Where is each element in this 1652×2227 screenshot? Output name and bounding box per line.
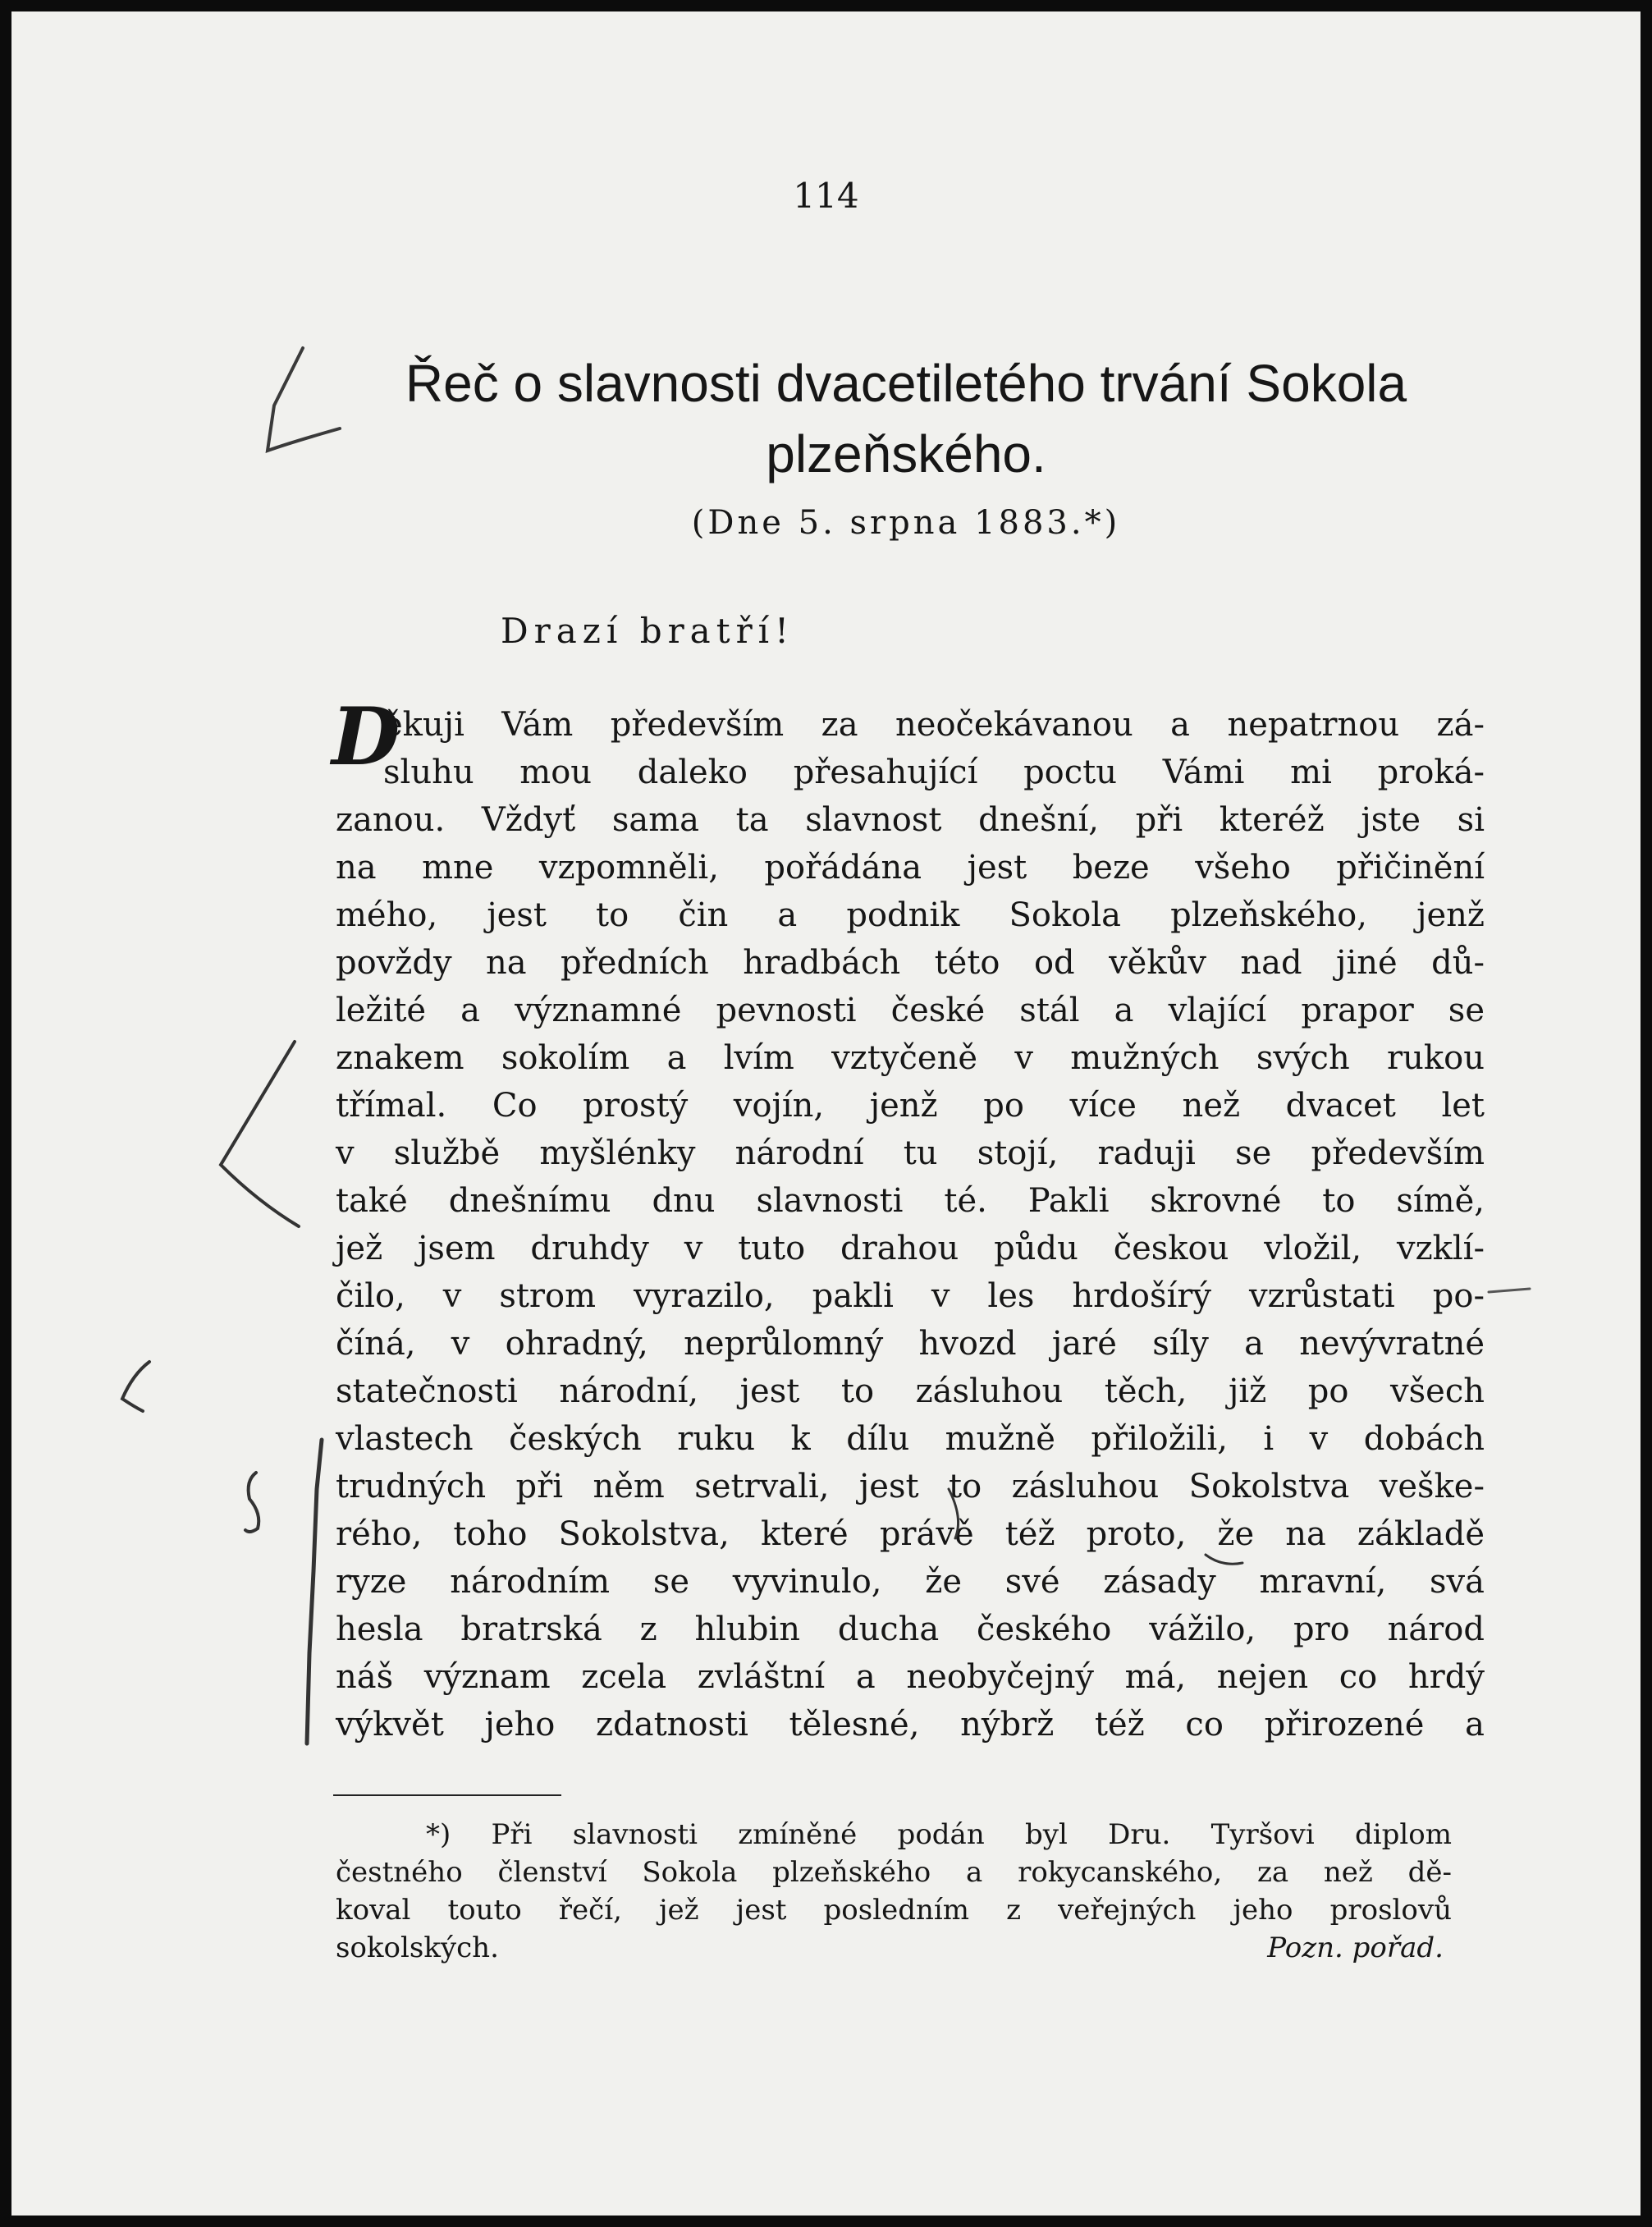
body-line: také dnešnímu dnu slavnosti té. Pakli skrovné to símě, — [336, 1182, 1485, 1220]
body-line: na mne vzpomněli, pořádána jest beze všeho přičinění — [336, 849, 1485, 887]
body-line: výkvět jeho zdatnosti tělesné, nýbrž též co přirozené a — [336, 1706, 1485, 1744]
body-line: vlastech českých ruku k dílu mužně přiložili, i v dobách — [336, 1420, 1485, 1458]
body-line: sluhu mou daleko přesahující poctu Vámi mi proká- — [383, 754, 1485, 791]
body-line: povždy na předních hradbách této od věkův nad jiné dů- — [336, 944, 1485, 982]
pencil-mark-c — [122, 1362, 149, 1411]
footnote-line: čestného členství Sokola plzeňského a rokycanského, za než dě- — [336, 1856, 1452, 1889]
body-line: ležité a významné pevnosti české stál a vlající prapor se — [336, 992, 1485, 1029]
body-line: jež jsem druhdy v tuto drahou půdu českou vložil, vzklí- — [336, 1230, 1485, 1267]
footnote-line: koval touto řečí, jež jest posledním z veřejných jeho proslovů — [336, 1894, 1452, 1927]
body-line: trudných při něm setrvali, jest to zásluhou Sokolstva veške- — [336, 1468, 1485, 1505]
body-paragraph — [336, 701, 1485, 1748]
drop-cap: D — [332, 690, 400, 783]
body-line: čilo, v strom vyrazilo, pakli v les hrdošírý vzrůstati po- — [336, 1277, 1485, 1315]
body-line: v službě myšlénky národní tu stojí, raduji se především — [336, 1134, 1485, 1172]
title-line-2: plzeňského. — [766, 424, 1046, 483]
title-line-1: Řeč o slavnosti dvacetiletého trvání Sokola — [405, 354, 1407, 413]
page-number: 114 — [793, 176, 859, 216]
document-page — [11, 11, 1641, 2216]
page-title — [307, 348, 1505, 489]
body-line: náš význam zcela zvláštní a neobyčejný má, nejen co hrdý — [336, 1658, 1485, 1696]
body-line: mého, jest to čin a podnik Sokola plzeňského, jenž — [336, 896, 1485, 934]
footnote — [336, 1816, 1452, 1967]
footnote-line: *) Při slavnosti zmíněné podán byl Dru. Tyršovi diplom — [426, 1818, 1452, 1851]
body-line: statečnosti národní, jest to zásluhou těch, již po všech — [336, 1372, 1485, 1410]
body-line: hesla bratrská z hlubin ducha českého vážilo, pro národ — [336, 1611, 1485, 1648]
pencil-bracket-vertical — [307, 1440, 322, 1744]
pencil-mark-s — [245, 1473, 259, 1532]
pencil-bracket-left — [221, 1042, 299, 1226]
footnote-last-line: sokolských. — [336, 1931, 499, 1964]
body-line: znakem sokolím a lvím vztyčeně v mužných svých rukou — [336, 1039, 1485, 1077]
body-line: ěkuji Vám především za neočekávanou a nepatrnou zá- — [383, 706, 1485, 744]
body-line: ryze národním se vyvinulo, že své zásady mravní, svá — [336, 1563, 1485, 1601]
footnote-signature: Pozn. pořad. — [1267, 1931, 1444, 1964]
pencil-mark-right — [1489, 1289, 1530, 1292]
body-line: zanou. Vždyť sama ta slavnost dnešní, při kteréž jste si — [336, 801, 1485, 839]
body-line: třímal. Co prostý vojín, jenž po více než dvacet let — [336, 1087, 1485, 1125]
body-line: rého, toho Sokolstva, které právě též proto, že na základě — [336, 1515, 1485, 1553]
footnote-divider — [333, 1794, 561, 1796]
speech-date: (Dne 5. srpna 1883.*) — [691, 504, 1121, 542]
salutation: Drazí bratří! — [501, 611, 794, 651]
body-line: číná, v ohradný, neprůlomný hvozd jaré síly a nevývratné — [336, 1325, 1485, 1363]
